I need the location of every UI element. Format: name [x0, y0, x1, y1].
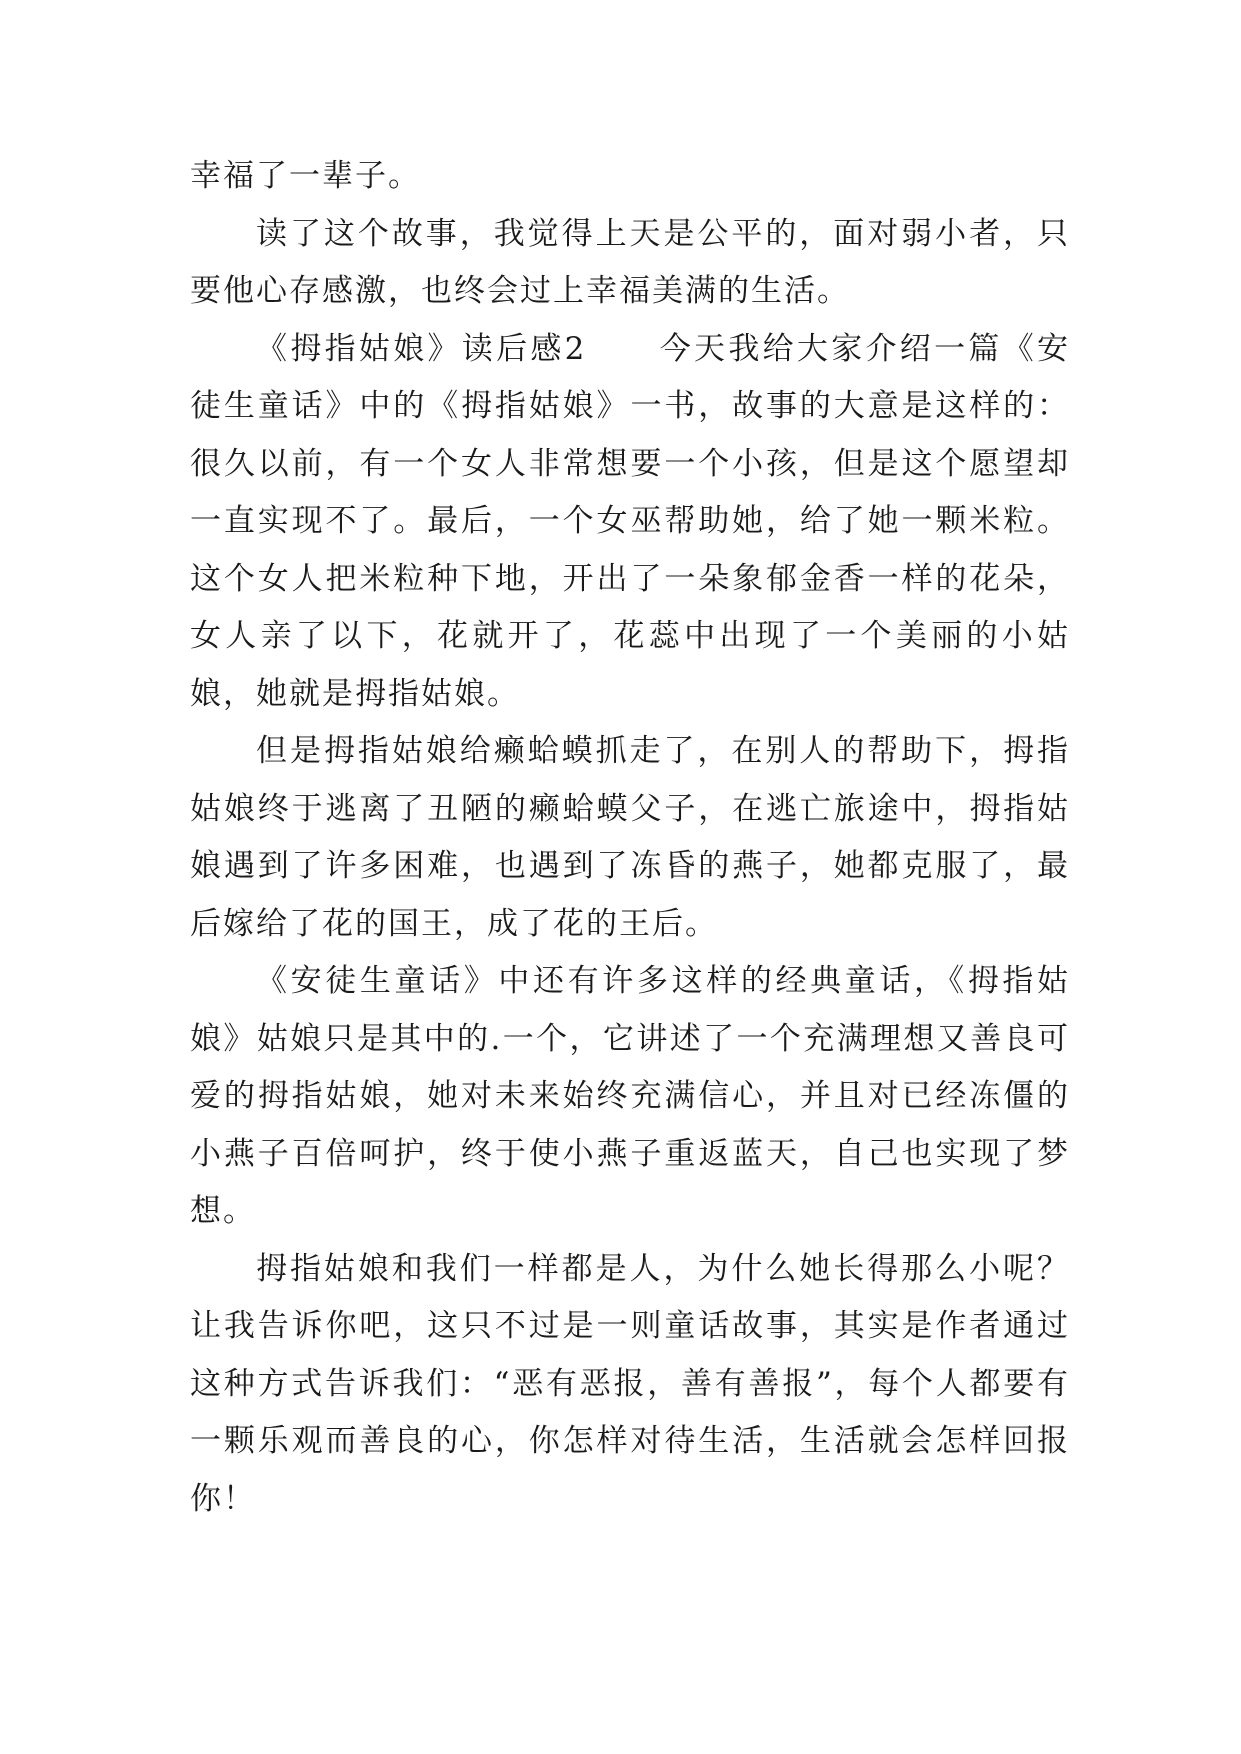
paragraph-6: 拇指姑娘和我们一样都是人，为什么她长得那么小呢？让我告诉你吧，这只不过是一则童话故事，其实是作者通过这种方式告诉我们：“恶有恶报，善有善报”，每个人都要有一颗乐观而善良的心，你怎样对待生活，生活就会怎样回报你！ [190, 1250, 1070, 1517]
section-heading: 《拇指姑娘》读后感2 [256, 330, 587, 367]
paragraph-2: 读了这个故事，我觉得上天是公平的，面对弱小者，只要他心存感激，也终会过上幸福美满的生活。 [190, 215, 1070, 309]
paragraph-4: 但是拇指姑娘给癞蛤蟆抓走了，在别人的帮助下，拇指姑娘终于逃离了丑陋的癞蛤蟆父子，在逃亡旅途中，拇指姑娘遇到了许多困难，也遇到了冻昏的燕子，她都克服了，最后嫁给了花的国王，成了花的王后。 [190, 733, 1070, 942]
paragraph-3 [190, 321, 1070, 724]
paragraph-5: 《安徒生童话》中还有许多这样的经典童话，《拇指姑娘》姑娘只是其中的.一个，它讲述了一个充满理想又善良可爱的拇指姑娘，她对未来始终充满信心，并且对已经冻僵的小燕子百倍呵护，终于使小燕子重返蓝天，自己也实现了梦想。 [190, 963, 1070, 1229]
paragraph-1: 幸福了一辈子。 [190, 158, 421, 194]
document-body [190, 148, 1070, 1528]
paragraph-3-text: 今天我给大家介绍一篇《安徒生童话》中的《拇指姑娘》一书，故事的大意是这样的：很久以前，有一个女人非常想要一个小孩，但是这个愿望却一直实现不了。最后，一个女巫帮助她，给了她一颗米粒。这个女人把米粒种下地，开出了一朵象郁金香一样的花朵，女人亲了以下，花就开了，花蕊中出现了一个美丽的小姑娘，她就是拇指姑娘。 [190, 330, 1071, 712]
